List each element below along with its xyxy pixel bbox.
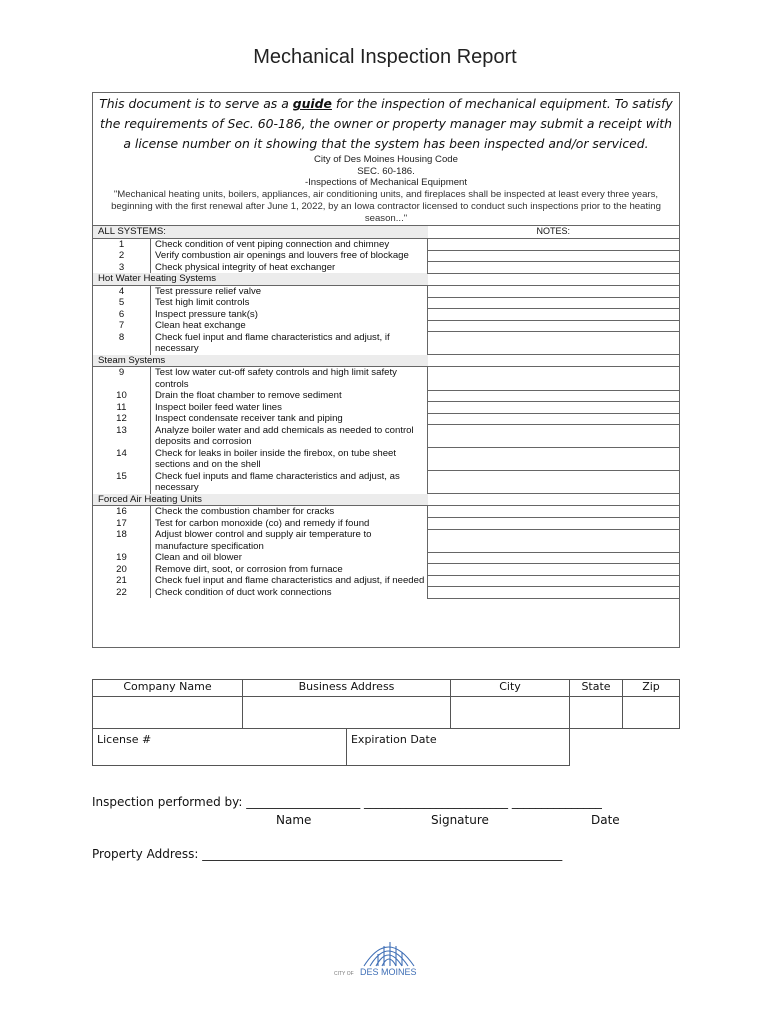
item-number: 20 — [93, 564, 151, 576]
item-task: Drain the float chamber to remove sediment — [151, 390, 428, 402]
checklist-row — [93, 448, 679, 471]
item-number: 6 — [93, 309, 151, 321]
signature-label: Signature — [431, 813, 489, 827]
code-quote: "Mechanical heating units, boilers, appliances, air conditioning units, and fireplaces shall be inspected at least every three years, beginning with the first renewal after June 1, 2022, by an Iowa contractor licensed to conduct such inspections prior to the heating season..." — [111, 188, 661, 224]
section-header — [93, 355, 679, 367]
item-number: 18 — [93, 529, 151, 552]
item-task: Inspect boiler feed water lines — [151, 402, 428, 414]
item-number: 7 — [93, 320, 151, 332]
item-number: 22 — [93, 587, 151, 599]
notes-header: NOTES: — [536, 226, 570, 237]
item-task: Test high limit controls — [151, 297, 428, 309]
item-notes-field[interactable] — [428, 529, 680, 552]
item-number: 11 — [93, 402, 151, 414]
checklist-row — [93, 285, 679, 297]
item-notes-field[interactable] — [428, 320, 680, 332]
item-notes-field[interactable] — [428, 471, 680, 494]
item-task: Test pressure relief valve — [151, 285, 428, 297]
checklist-row — [93, 518, 679, 530]
item-number: 9 — [93, 367, 151, 391]
checklist-table — [93, 225, 679, 599]
city-header: City — [451, 680, 570, 697]
item-number: 16 — [93, 506, 151, 518]
section-name: Steam Systems — [93, 355, 428, 367]
item-task: Test low water cut-off safety controls and high limit safety controls — [151, 367, 428, 391]
item-task: Adjust blower control and supply air temperature to manufacture specification — [151, 529, 428, 552]
notes-cell[interactable] — [428, 273, 680, 285]
checklist-row — [93, 250, 679, 262]
logo-big-text: DES MOINES — [360, 967, 417, 977]
zip-field[interactable] — [623, 697, 680, 729]
item-notes-field[interactable] — [428, 564, 680, 576]
item-number: 5 — [93, 297, 151, 309]
checklist-row — [93, 238, 679, 250]
page-title: Mechanical Inspection Report — [253, 46, 517, 68]
item-task: Analyze boiler water and add chemicals as needed to control deposits and corrosion — [151, 425, 428, 448]
state-field[interactable] — [570, 697, 623, 729]
item-task: Inspect pressure tank(s) — [151, 309, 428, 321]
notes-cell[interactable] — [428, 355, 680, 367]
bridge-icon — [330, 932, 440, 978]
notes-cell — [428, 226, 680, 239]
item-task: Check fuel input and flame characteristics and adjust, if necessary — [151, 332, 428, 355]
expiration-date-field[interactable]: Expiration Date — [346, 729, 569, 766]
item-notes-field[interactable] — [428, 425, 680, 448]
city-field[interactable] — [451, 697, 570, 729]
checklist-row — [93, 529, 679, 552]
item-number: 13 — [93, 425, 151, 448]
zip-header: Zip — [623, 680, 680, 697]
item-notes-field[interactable] — [428, 250, 680, 262]
item-number: 2 — [93, 250, 151, 262]
item-notes-field[interactable] — [428, 332, 680, 355]
checklist-row — [93, 402, 679, 414]
item-task: Clean and oil blower — [151, 552, 428, 564]
item-notes-field[interactable] — [428, 297, 680, 309]
item-notes-field[interactable] — [428, 262, 680, 274]
checklist-row — [93, 390, 679, 402]
item-notes-field[interactable] — [428, 575, 680, 587]
section-header — [93, 494, 679, 506]
item-number: 21 — [93, 575, 151, 587]
item-notes-field[interactable] — [428, 506, 680, 518]
section-name: Forced Air Heating Units — [93, 494, 428, 506]
item-notes-field[interactable] — [428, 309, 680, 321]
checklist-row — [93, 575, 679, 587]
item-number: 15 — [93, 471, 151, 494]
item-number: 19 — [93, 552, 151, 564]
name-label: Name — [276, 813, 312, 827]
business-address-header: Business Address — [243, 680, 451, 697]
item-task: Verify combustion air openings and louvers free of blockage — [151, 250, 428, 262]
checklist-row — [93, 425, 679, 448]
item-number: 17 — [93, 518, 151, 530]
item-notes-field[interactable] — [428, 367, 680, 391]
guide-emphasis: guide — [292, 96, 332, 111]
item-task: Clean heat exchange — [151, 320, 428, 332]
checklist-row — [93, 320, 679, 332]
property-address: Property Address: ____________________________________________________________ — [92, 847, 563, 861]
checklist-row — [93, 297, 679, 309]
item-number: 12 — [93, 413, 151, 425]
section-header — [93, 226, 679, 239]
checklist-row — [93, 587, 679, 599]
item-number: 14 — [93, 448, 151, 471]
checklist-row — [93, 564, 679, 576]
item-notes-field[interactable] — [428, 518, 680, 530]
item-notes-field[interactable] — [428, 390, 680, 402]
item-task: Inspect condensate receiver tank and piping — [151, 413, 428, 425]
item-task: Check condition of duct work connections — [151, 587, 428, 599]
inspection-performed-by: Inspection performed by: ___________________ ________________________ _______________ — [92, 795, 602, 809]
inspection-form — [92, 92, 680, 648]
license-field[interactable]: License # — [93, 729, 347, 766]
logo-small-text: CITY OF — [334, 971, 354, 977]
item-notes-field[interactable] — [428, 402, 680, 414]
item-notes-field[interactable] — [428, 413, 680, 425]
contractor-table — [92, 679, 680, 766]
item-notes-field[interactable] — [428, 552, 680, 564]
company-name-field[interactable] — [93, 697, 243, 729]
item-task: Check fuel inputs and flame characteristics and adjust, as necessary — [151, 471, 428, 494]
checklist-row — [93, 367, 679, 391]
checklist-row — [93, 262, 679, 274]
item-task: Test for carbon monoxide (co) and remedy if found — [151, 518, 428, 530]
code-reference — [93, 154, 679, 189]
item-task: Check condition of vent piping connection and chimney — [151, 238, 428, 250]
business-address-field[interactable] — [243, 697, 451, 729]
item-notes-field[interactable] — [428, 448, 680, 471]
section-header — [93, 273, 679, 285]
item-task: Check the combustion chamber for cracks — [151, 506, 428, 518]
item-notes-field[interactable] — [428, 238, 680, 250]
item-task: Check physical integrity of heat exchanger — [151, 262, 428, 274]
checklist-row — [93, 471, 679, 494]
item-number: 8 — [93, 332, 151, 355]
checklist-row — [93, 332, 679, 355]
code-line: SEC. 60-186. — [357, 165, 415, 177]
notes-cell[interactable] — [428, 494, 680, 506]
checklist-row — [93, 413, 679, 425]
state-header: State — [570, 680, 623, 697]
item-number: 4 — [93, 285, 151, 297]
item-notes-field[interactable] — [428, 587, 680, 599]
checklist-row — [93, 506, 679, 518]
company-name-header: Company Name — [93, 680, 243, 697]
item-number: 10 — [93, 390, 151, 402]
checklist-row — [93, 552, 679, 564]
item-task: Check for leaks in boiler inside the firebox, on tube sheet sections and on the shell — [151, 448, 428, 471]
code-line: -Inspections of Mechanical Equipment — [304, 177, 468, 188]
date-label: Date — [591, 813, 620, 827]
section-name: ALL SYSTEMS: — [93, 226, 428, 239]
code-line: City of Des Moines Housing Code — [314, 154, 458, 165]
item-task: Check fuel input and flame characteristics and adjust, if needed — [151, 575, 428, 587]
section-name: Hot Water Heating Systems — [93, 273, 428, 285]
checklist-row — [93, 309, 679, 321]
item-task: Remove dirt, soot, or corrosion from furnace — [151, 564, 428, 576]
item-notes-field[interactable] — [428, 285, 680, 297]
city-logo — [330, 932, 440, 978]
intro-text: This document is to serve as a guide for the inspection of mechanical equipment. To satisfy the requirements of Sec. 60-186, the owner or property manager may submit a receipt with a license number on it showing that the system has been inspected and/or serviced. — [99, 96, 673, 151]
item-number: 3 — [93, 262, 151, 274]
item-number: 1 — [93, 238, 151, 250]
